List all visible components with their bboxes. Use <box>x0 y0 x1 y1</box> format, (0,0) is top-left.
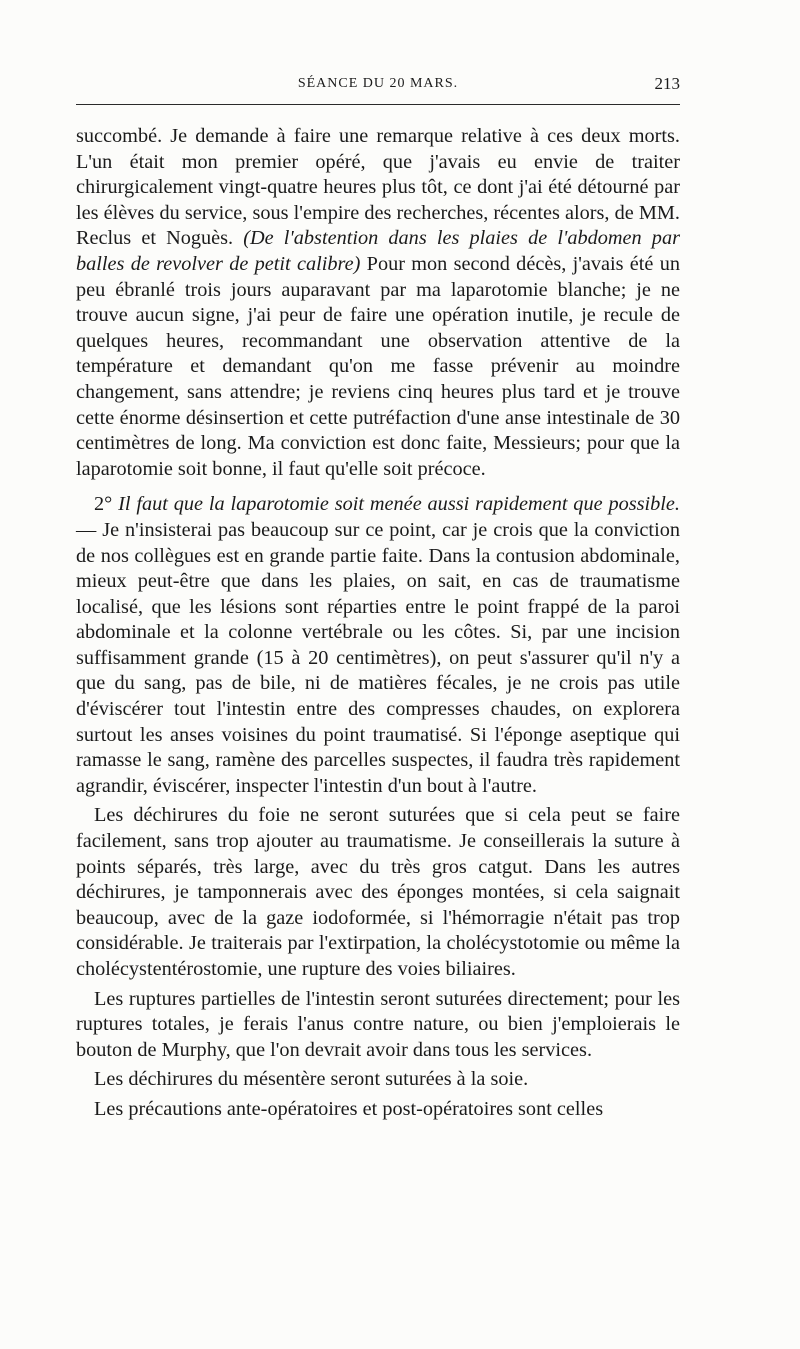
body-text <box>76 124 680 1123</box>
paragraph-point-2 <box>76 492 680 799</box>
page-number: 213 <box>654 74 680 93</box>
paragraph-continuation <box>76 124 680 482</box>
paragraph-precautions: Les précautions ante-opératoires et post-opératoires sont celles <box>94 1097 604 1120</box>
paragraph-mesentery: Les déchirures du mésentère seront suturées à la soie. <box>94 1068 529 1091</box>
paragraph-intestine: Les ruptures partielles de l'intestin seront suturées directement; pour les ruptures totales, je ferais l'anus contre nature, ou bien j'emploierais le bouton de Murphy, que l'on devrait avoir dans tous les services. <box>76 987 680 1061</box>
paragraph-2-heading: Il faut que la laparotomie soit menée aussi rapidement que possible. <box>118 493 680 516</box>
paragraph-1-citation: (De l'abstention dans les plaies de l'abdomen par balles de revolver de petit calibre) <box>76 227 680 275</box>
header-rule <box>76 104 680 105</box>
running-title: SÉANCE DU 20 MARS. <box>297 76 459 91</box>
paragraph-liver: Les déchirures du foie ne seront suturées que si cela peut se faire facilement, sans trop ajouter au traumatisme. Je conseillerais la suture à points séparés, très large, avec du très gros catgut. Dans les autres déchirures, je tamponnerais avec des éponges montées, si cela saignait beaucoup, avec de la gaze iodoformée, si l'hémorragie n'était pas trop considérable. Je traiterais par l'extirpation, la cholécystotomie ou même la cholécystentérostomie, une rupture des voies biliaires. <box>76 804 680 980</box>
page-header <box>76 76 680 100</box>
paragraph-1-text-after: Pour mon second décès, j'avais été un peu ébranlé trois jours auparavant par ma laparotomie blanche; je ne trouve aucun signe, j'ai peur de faire une opération inutile, je recule de quelques heures, recommandant une observation attentive de la température et demandant qu'on me fasse prévenir au moindre changement, sans attendre; je reviens cinq heures plus tard et je trouve cette énorme désinsertion et cette putréfaction d'une anse intestinale de 30 centimètres de long. Ma conviction est donc faite, Messieurs; pour que la laparotomie soit bonne, il faut qu'elle soit précoce. <box>76 252 680 480</box>
paragraph-1-text-before: succombé. Je demande à faire une remarque relative à ces deux morts. L'un était mon premier opéré, que j'avais eu envie de traiter chirurgicalement vingt-quatre heures plus tôt, ce dont j'ai été détourné par les élèves du service, sous l'empire des recherches, récentes alors, de MM. Reclus et Noguès. <box>76 125 680 250</box>
paragraph-2-number: 2° <box>94 493 119 516</box>
paragraph-2-text: — Je n'insisterai pas beaucoup sur ce point, car je crois que la conviction de nos collègues est en grande partie faite. Dans la contusion abdominale, mieux peut-être que dans les plaies, on sait, en cas de traumatisme localisé, que les lésions sont réparties entre le point frappé de la paroi abdominale et la colonne vertébrale ou les côtes. Si, par une incision suffisamment grande (15 à 20 centimètres), on peut s'assurer qu'il n'y a que du sang, pas de bile, ni de matières fécales, je ne crois pas utile d'éviscérer tout l'intestin entre des compresses chaudes, on explorera surtout les anses voisines du point traumatisé. Si l'éponge aseptique qui ramasse le sang, ramène des parcelles suspectes, il faudra très rapidement agrandir, éviscérer, inspecter l'intestin d'un bout à l'autre. <box>76 518 680 797</box>
